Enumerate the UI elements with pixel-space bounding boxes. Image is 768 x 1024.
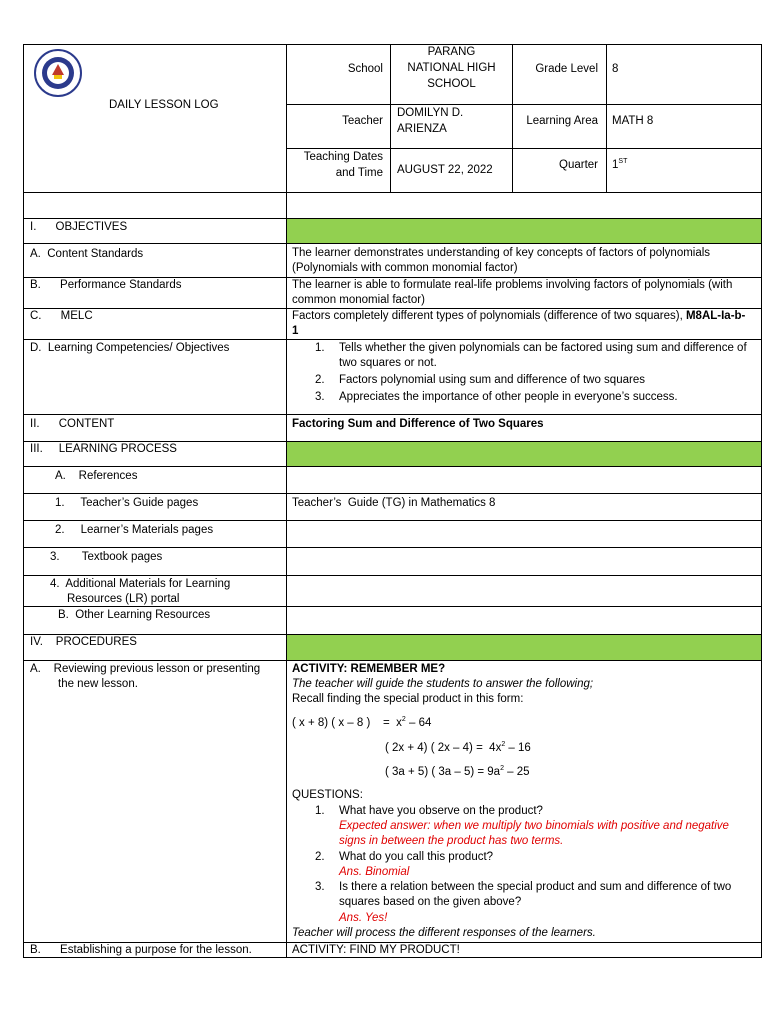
equation-3-exp: 2 [500,765,504,773]
equation-2 [385,741,531,756]
purpose-value: ACTIVITY: FIND MY PRODUCT! [292,944,460,956]
quarter-label: Quarter [559,159,598,171]
melc-code: M8AL-Ia-b- [685,310,746,322]
additional-materials-line-1: 4. Additional Materials for Learning [50,578,231,590]
objectives-green-cell [287,218,761,243]
quarter-number: 1 [612,159,619,171]
teacher-value-line-2: ARIENZA [397,123,447,135]
competency-item-2: Factors polynomial using sum and difference of two squares [339,374,645,386]
page-title: DAILY LESSON LOG [109,99,219,111]
school-value-line-1: PARANG [427,46,476,58]
equation-3 [385,765,530,780]
additional-materials-line-2: Resources (LR) portal [67,593,180,605]
competency-item-3-num: 3. [315,391,325,403]
question-2-answer: Ans. Binomial [339,866,410,878]
school-value-line-3: SCHOOL [427,78,476,90]
question-2: What do you call this product? [339,851,494,863]
question-3-line-2: squares based on the given above? [339,896,522,908]
content-standards-line-2: (Polynomials with common monomial factor) [292,262,518,274]
question-3 [339,880,731,910]
procedures-green-cell [287,634,761,660]
deped-logo [33,48,83,98]
question-3-line-1: Is there a relation between the special product and sum and difference of two [339,881,732,893]
quarter-ordinal: ST [618,158,628,166]
purpose-label: B. Establishing a purpose for the lesson. [30,944,252,956]
equation-3-right: – 25 [503,766,530,778]
question-2-num: 2. [315,851,325,863]
teaching-dates-label-line-2: and Time [335,167,383,179]
question-1-answer-line-1: Expected answer: when we multiply two binomials with positive and negative [339,820,729,832]
activity-recall: Recall finding the special product in this form: [292,693,524,705]
grade-level-value: 8 [612,63,619,75]
objectives-heading: I. OBJECTIVES [30,221,128,233]
competency-item-2-num: 2. [315,374,325,386]
content-standards-label: A. Content Standards [30,248,144,260]
questions-heading: QUESTIONS: [292,789,363,801]
question-3-answer: Ans. Yes! [339,912,388,924]
equation-1 [292,716,431,731]
activity-intro: The teacher will guide the students to answer the following; [292,678,594,690]
question-1-answer-line-2: signs in between the product has two terms. [339,835,564,847]
equation-2-exp: 2 [501,741,506,749]
teacher-value-line-1: DOMILYN D. [397,107,464,119]
quarter-value [612,158,627,173]
teachers-guide-value: Teacher’s Guide (TG) in Mathematics 8 [292,497,496,509]
additional-materials-label [50,577,230,607]
competency-item-1-line-1: Tells whether the given polynomials can be factored using sum and difference of [339,342,747,354]
teachers-guide-label: 1. Teacher’s Guide pages [55,497,199,509]
competency-item-1-line-2: two squares or not. [339,357,437,369]
activity-closing: Teacher will process the different responses of the learners. [292,927,596,939]
teaching-dates-value: AUGUST 22, 2022 [397,164,493,176]
performance-standards-label: B. Performance Standards [30,279,182,291]
teaching-dates-label [304,149,383,181]
melc-code-cont: 1 [292,325,299,337]
procedures-heading: IV. PROCEDURES [30,636,137,648]
competency-item-3: Appreciates the importance of other people in everyone’s success. [339,391,678,403]
competency-item-1 [339,341,747,371]
equation-3-left: ( 3a + 5) ( 3a – 5) = 9a [385,766,501,778]
question-1-num: 1. [315,805,325,817]
performance-standards-line-2: common monomial factor) [292,294,425,306]
melc-label: C. MELC [30,310,93,322]
equation-1-exp: 2 [401,716,406,724]
grade-level-label: Grade Level [535,63,598,75]
content-value: Factoring Sum and Difference of Two Squares [292,418,544,430]
other-resources-label: B. Other Learning Resources [58,609,211,621]
teacher-value [397,105,463,137]
learning-area-label: Learning Area [526,115,598,127]
learning-process-heading: III. LEARNING PROCESS [30,443,177,455]
learning-process-green-cell [287,441,761,466]
performance-standards-value [292,278,732,308]
melc-value [292,309,757,339]
textbook-label: 3. Textbook pages [50,551,163,563]
review-label-line-1: A. Reviewing previous lesson or presenting [30,663,261,675]
teacher-label: Teacher [342,115,383,127]
question-3-num: 3. [315,881,325,893]
review-label-line-2: the new lesson. [58,678,138,690]
activity-title: ACTIVITY: REMEMBER ME? [292,663,446,675]
equation-2-left: ( 2x + 4) ( 2x – 4) = 4x [385,742,502,754]
equation-1-left: ( x + 8) ( x – 8 ) = x [292,717,402,729]
competencies-label: D. Learning Competencies/ Objectives [30,342,230,354]
review-label [30,662,260,692]
school-value [391,44,512,92]
school-label: School [347,63,383,75]
content-standards-line-1: The learner demonstrates understanding of key concepts of factors of polynomials [292,247,711,259]
equation-2-right: – 16 [505,742,531,754]
content-label: II. CONTENT [30,418,115,430]
question-1: What have you observe on the product? [339,805,543,817]
equation-1-right: – 64 [405,717,432,729]
performance-standards-line-1: The learner is able to formulate real-life problems involving factors of polynomials (with [292,279,733,291]
learning-area-value: MATH 8 [612,115,654,127]
school-value-line-2: NATIONAL HIGH [407,62,496,74]
content-standards-value [292,246,710,276]
competency-item-1-num: 1. [315,342,325,354]
question-1-answer [339,819,729,849]
references-label: A. References [55,470,138,482]
teaching-dates-label-line-1: Teaching Dates [303,151,383,163]
melc-text: Factors completely different types of polynomials (difference of two squares), [292,310,686,322]
learners-materials-label: 2. Learner’s Materials pages [55,524,214,536]
